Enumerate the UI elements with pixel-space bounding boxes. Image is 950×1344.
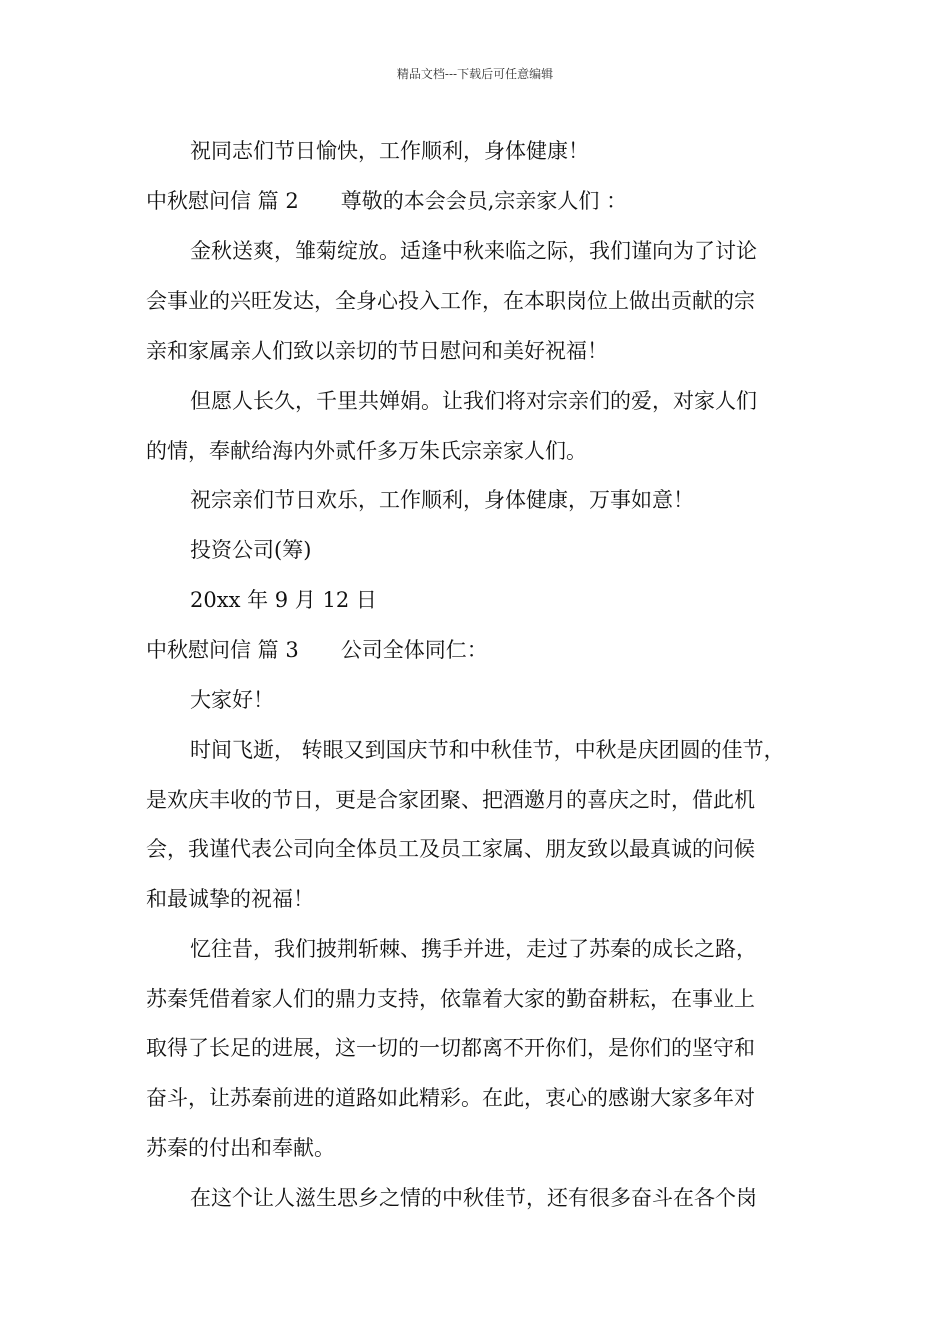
paragraph-line: 但愿人长久，千里共婵娟。让我们将对宗亲们的爱，对家人们 (190, 389, 757, 413)
section-heading (146, 637, 488, 663)
section-heading (146, 188, 627, 214)
signature: 投资公司(筹) (190, 538, 312, 562)
paragraph-line: 金秋送爽，雏菊绽放。适逢中秋来临之际，我们谨向为了讨论 (190, 239, 757, 263)
paragraph-line: 的情，奉献给海内外贰仟多万朱氏宗亲家人们。 (146, 439, 587, 463)
paragraph-line: 是欢庆丰收的节日，更是合家团聚、把酒邀月的喜庆之时，借此机 (146, 788, 755, 812)
section-title: 中秋慰问信 篇 3 (146, 638, 299, 662)
paragraph-line: 时间飞逝， 转眼又到国庆节和中秋佳节，中秋是庆团圆的佳节， (190, 738, 785, 762)
page-header: 精品文档---下载后可任意编辑 (396, 67, 554, 81)
paragraph-line: 会事业的兴旺发达，全身心投入工作，在本职岗位上做出贡献的宗 (146, 289, 755, 313)
paragraph-line: 苏秦的付出和奉献。 (146, 1136, 335, 1160)
paragraph-line: 忆往昔，我们披荆斩棘、携手并进，走过了苏秦的成长之路， (190, 937, 757, 961)
closing-wish: 祝同志们节日愉快，工作顺利，身体健康！ (190, 139, 589, 163)
section-title: 中秋慰问信 篇 2 (146, 189, 299, 213)
date-line: 20xx 年 9 月 12 日 (190, 588, 377, 612)
paragraph-line: 和最诚挚的祝福！ (146, 887, 314, 911)
paragraph-line: 会，我谨代表公司向全体员工及员工家属、朋友致以最真诚的问候 (146, 837, 755, 861)
salutation: 公司全体同仁： (340, 638, 488, 662)
salutation: 尊敬的本会会员,宗亲家人们 ： (340, 189, 628, 213)
paragraph-line: 苏秦凭借着家人们的鼎力支持，依靠着大家的勤奋耕耘，在事业上 (146, 987, 755, 1011)
paragraph-line: 在这个让人滋生思乡之情的中秋佳节，还有很多奋斗在各个岗 (190, 1186, 757, 1210)
greeting: 大家好！ (190, 688, 274, 712)
paragraph-line: 奋斗，让苏秦前进的道路如此精彩。在此，衷心的感谢大家多年对 (146, 1086, 755, 1110)
paragraph-line: 取得了长足的进展，这一切的一切都离不开你们，是你们的坚守和 (146, 1036, 755, 1060)
paragraph-line: 亲和家属亲人们致以亲切的节日慰问和美好祝福！ (146, 339, 608, 363)
closing-wish: 祝宗亲们节日欢乐，工作顺利，身体健康，万事如意！ (190, 488, 694, 512)
